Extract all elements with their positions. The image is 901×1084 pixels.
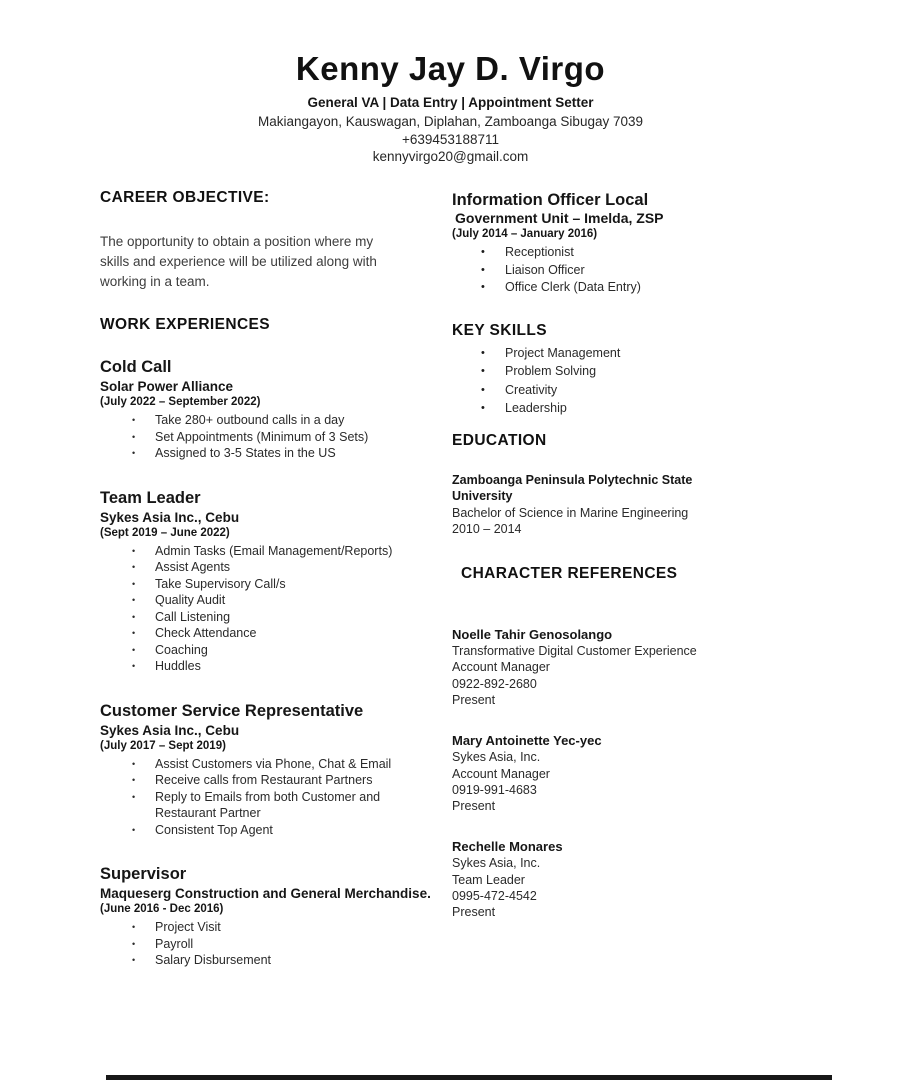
job-company: Sykes Asia Inc., Cebu [100,722,240,738]
reference-phone: 0919-991-4683 [452,782,537,797]
job-company: Solar Power Alliance [100,379,234,394]
left-column [100,188,432,969]
bullet-item: • Office Clerk (Data Entry) [480,279,740,297]
job-duties-list [100,919,432,969]
bullet-item: • Set Appointments (Minimum of 3 Sets) [130,429,400,446]
job-duties-list [100,412,432,462]
reference-status: Present [452,905,496,920]
career-objective-text: The opportunity to obtain a position where my skills and experience will be utilized along with working in a team. [100,234,377,289]
job-dates: (Sept 2019 – June 2022) [100,526,230,539]
bullet-item: • Coaching [130,642,400,659]
reference-entry [452,733,790,815]
email-address: kennyvirgo20@gmail.com [372,149,529,164]
bullet-item: • Call Listening [130,609,400,626]
skill-item: • Problem Solving [480,362,740,381]
reference-name: Noelle Tahir Genosolango [452,626,613,642]
job-title: Cold Call [100,358,172,376]
job-company: Maqueserg Construction and General Merchandise. [100,886,431,901]
reference-entry [452,627,790,709]
reference-status: Present [452,799,496,814]
job-company: Government Unit – Imelda, ZSP [455,210,664,226]
job-team-leader [100,488,432,675]
right-column [452,188,790,945]
career-objective-heading: CAREER OBJECTIVE: [100,189,270,206]
contact-block [0,113,901,166]
skill-item: • Leadership [480,399,740,418]
bullet-item: • Take 280+ outbound calls in a day [130,412,400,429]
job-title: Team Leader [100,488,201,507]
bullet-item: • Receptionist [480,244,740,262]
bullet-item: • Consistent Top Agent [130,822,400,839]
bullet-item: • Check Attendance [130,625,400,642]
skill-item: • Project Management [480,344,740,363]
education-entry [452,472,740,538]
job-supervisor [100,864,432,969]
bullet-item: • Quality Audit [130,592,400,609]
professional-title: General VA | Data Entry | Appointment Setter [307,95,594,110]
bullet-item: • Take Supervisory Call/s [130,576,400,593]
job-duties-list [100,756,432,839]
bullet-item: • Payroll [130,936,400,953]
job-duties-list [452,244,790,297]
reference-phone: 0922-892-2680 [452,676,537,691]
job-dates: (July 2017 – Sept 2019) [100,739,226,752]
bullet-item: • Assigned to 3-5 States in the US [130,445,400,462]
bullet-item: • Admin Tasks (Email Management/Reports) [130,543,400,560]
job-cold-call [100,357,432,462]
work-experiences-heading: WORK EXPERIENCES [100,316,271,333]
character-references-heading: CHARACTER REFERENCES [461,564,678,582]
bullet-item: • Liaison Officer [480,262,740,280]
reference-name: Rechelle Monares [452,838,563,854]
job-duties-list [100,543,432,675]
job-dates: (July 2014 – January 2016) [452,228,598,240]
skill-item: • Creativity [480,381,740,400]
address-line: Makiangayon, Kauswagan, Diplahan, Zamboanga Sibugay 7039 [257,114,643,129]
reference-status: Present [452,693,496,708]
reference-company: Transformative Digital Customer Experience [452,644,697,658]
reference-name: Mary Antoinette Yec-yec [452,732,602,748]
bullet-item: • Assist Customers via Phone, Chat & Email [130,756,400,773]
references-list [452,627,790,921]
reference-company: Sykes Asia, Inc. [452,750,541,765]
bullet-item: • Receive calls from Restaurant Partners [130,772,400,789]
job-dates: (June 2016 - Dec 2016) [100,903,224,915]
job-title: Information Officer Local [452,191,649,209]
bullet-item: • Project Visit [130,919,400,936]
job-information-officer [452,190,790,297]
education-school: Zamboanga Peninsula Polytechnic State University [452,472,693,503]
job-title: Customer Service Representative [100,701,364,720]
phone-number: +639453188711 [402,131,499,147]
page-break-divider [106,1075,832,1080]
resume-header [0,50,901,166]
person-name: Kenny Jay D. Virgo [295,50,606,87]
key-skills-heading: KEY SKILLS [452,321,548,339]
bullet-item: • Reply to Emails from both Customer and Restaurant Partner [130,789,400,822]
reference-phone: 0995-472-4542 [452,889,537,904]
job-title: Supervisor [100,865,187,883]
job-dates: (July 2022 – September 2022) [100,396,261,408]
education-years: 2010 – 2014 [452,522,522,536]
bullet-item: • Huddles [130,658,400,675]
education-heading: EDUCATION [452,431,547,449]
reference-position: Team Leader [452,872,525,887]
reference-entry [452,839,790,921]
job-company: Sykes Asia Inc., Cebu [100,509,240,525]
education-degree: Bachelor of Science in Marine Engineering [452,505,689,520]
reference-company: Sykes Asia, Inc. [452,856,541,871]
reference-position: Account Manager [452,660,550,675]
bullet-item: • Assist Agents [130,559,400,576]
bullet-item: • Salary Disbursement [130,952,400,969]
job-customer-service-representative [100,701,432,839]
key-skills-list [452,344,790,418]
reference-position: Account Manager [452,766,550,781]
